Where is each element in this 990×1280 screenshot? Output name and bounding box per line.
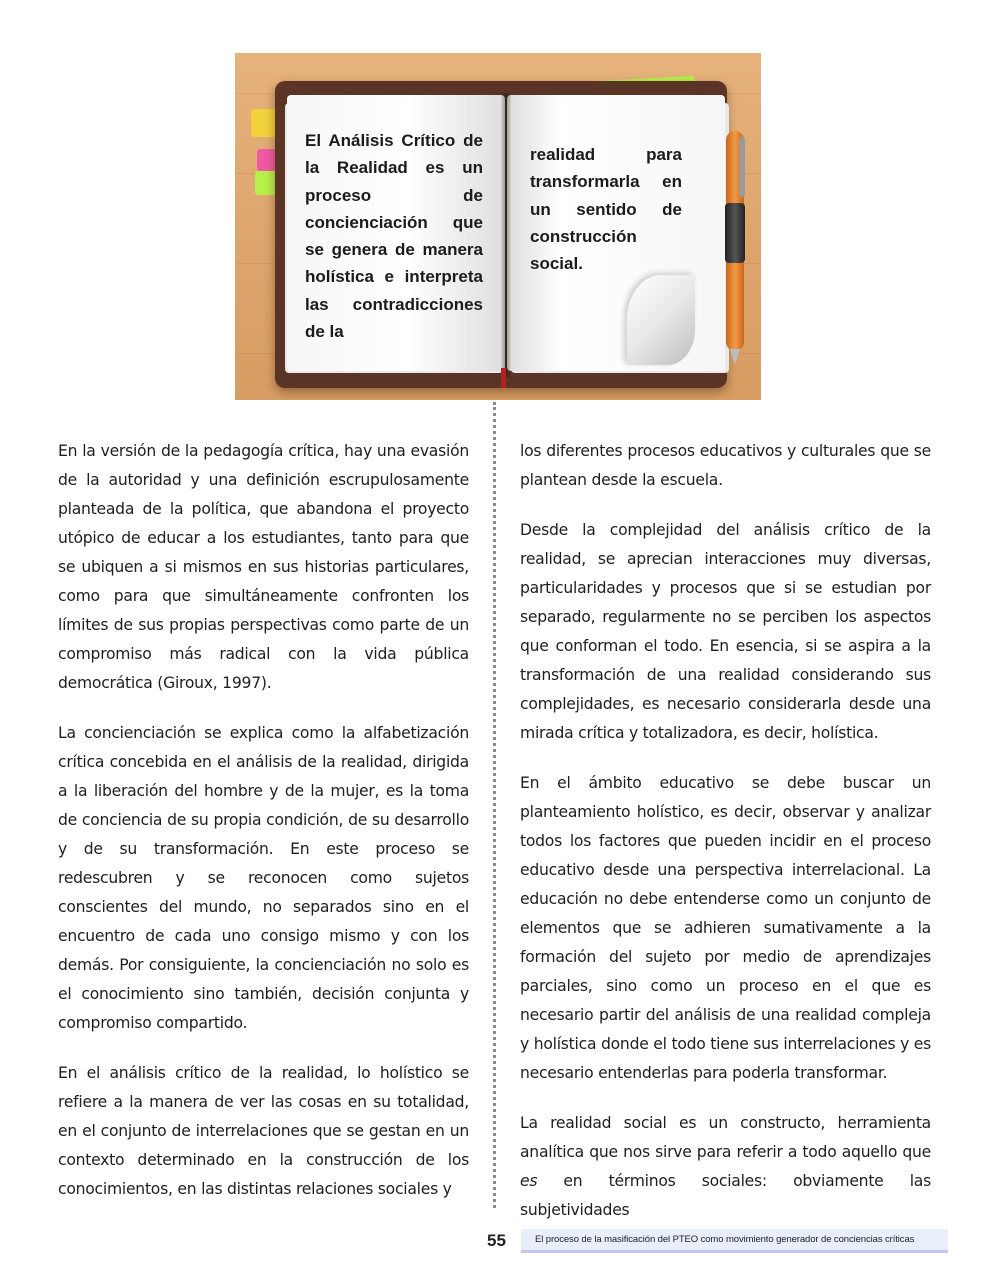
paragraph: Desde la complejidad del análisis crítico de la realidad, se aprecian interacciones muy diversas, particularidades y procesos que si se estudian por separado, regularmente no se perciben los aspectos que conforman el todo. En esencia, si se aspira a la transformación de una realidad considerando sus complejidades, es necesario considerarla desde una mirada crítica y totalizadora, es decir, holística. [520,521,931,742]
running-title: El proceso de la masificación del PTEO como movimiento generador de conciencias críticas [535,1234,915,1245]
paragraph-text: La realidad social es un constructo, herramienta analítica que nos sirve para referir a todo aquello que [520,1114,931,1161]
bookmark-ribbon [501,368,506,388]
notebook-illustration [235,53,761,400]
paragraph: La concienciación se explica como la alfabetización crítica concebida en el análisis de la realidad, dirigida a la liberación del hombre y de la mujer, es la toma de conciencia de su propia condición, de su desarrollo y de su transformación. En este proceso se redescubren y se reconocen como sujetos conscientes del mundo, no separados sino en el encuentro de cada uno consigo mismo y con los demás. Por consiguiente, la concienciación no solo es el conocimiento sino también, decisión conjunta y compromiso compartido. [58,724,469,1032]
paragraph: En la versión de la pedagogía crítica, hay una evasión de la autoridad y una definición escrupulosamente planteada de la política, que abandona el proyecto utópico de educar a los estudiantes, tanto para que se ubiquen a si mismos en sus historias particulares, como para que simultáneamente confronten los límites de sus propias perspectivas como parte de un compromiso más radical con la vida pública democrática (Giroux, 1997). [58,442,469,692]
paragraph-text: en términos sociales: obviamente las subjetividades [520,1172,931,1219]
paragraph: los diferentes procesos educativos y culturales que se plantean desde la escuela. [520,442,931,489]
paragraph: En el ámbito educativo se debe buscar un planteamiento holístico, es decir, observar y analizar todos los factores que pueden incidir en el proceso educativo desde una perspectiva interrelacional. La educación no debe entenderse como un conjunto de elementos que se adhieren sumativamente a la formación del sujeto por medio de aprendizajes parciales, sino como un proceso en el que es necesario partir del análisis de una realidad compleja y holística donde el todo tiene sus interrelaciones y es necesario entenderlas para poderla transformar. [520,774,931,1082]
quote-right-page: realidad para transformarla en un sentido de construcción social. [530,145,682,274]
book-spine [501,93,511,377]
paragraph: En el análisis crítico de la realidad, lo holístico se refiere a la manera de ver las cosas en su totalidad, en el conjunto de interrelaciones que se gestan en un contexto determinado en la construcción de los conocimientos, en las distintas relaciones sociales y [58,1064,469,1198]
pen-grip [725,203,745,263]
page-number: 55 [487,1231,506,1250]
pen-tip [730,349,740,365]
page-curl [627,275,695,365]
column-divider [493,402,496,1208]
running-footer [521,1229,948,1253]
text-column-right [520,437,931,1246]
emphasis: es [520,1172,538,1190]
pen-clip [739,137,745,197]
paragraph-last [520,1109,931,1225]
text-column-left [58,437,469,1225]
quote-left-page: El Análisis Crítico de la Realidad es un proceso de concienciación que se genera de manera holística e interpreta las contradicciones de la [305,131,483,342]
